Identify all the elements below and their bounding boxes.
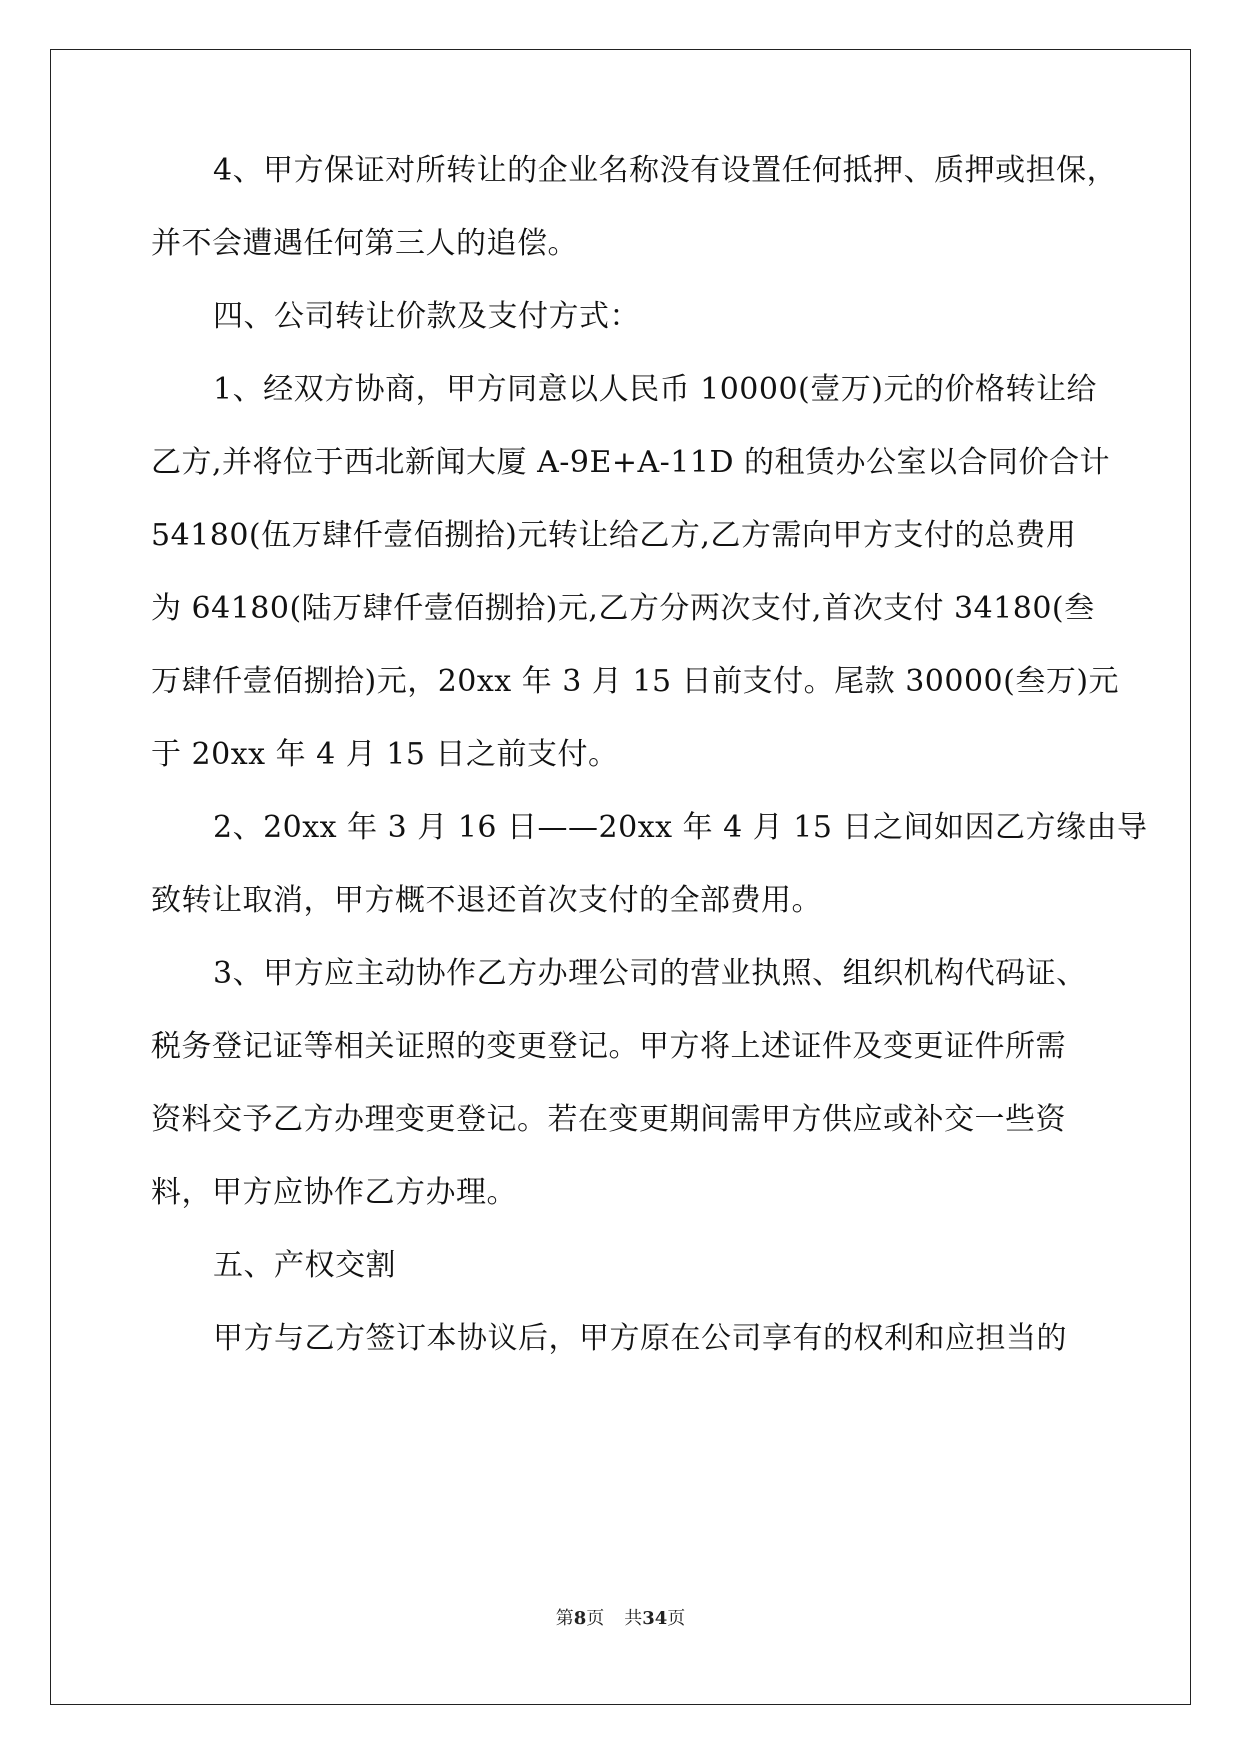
paragraph-line: 资料交予乙方办理变更登记。若在变更期间需甲方供应或补交一些资 — [151, 1102, 1066, 1137]
paragraph-line: 于 20xx 年 4 月 15 日之前支付。 — [151, 737, 619, 772]
paragraph-line: 万肆仟壹佰捌拾)元，20xx 年 3 月 15 日前支付。尾款 30000(叁万)元 — [151, 664, 1120, 699]
paragraph-line: 2、20xx 年 3 月 16 日——20xx 年 4 月 15 日之间如因乙方缘由导 — [213, 810, 1148, 845]
paragraph-line: 料，甲方应协作乙方办理。 — [151, 1175, 517, 1210]
total-suffix: 页 — [667, 1608, 686, 1629]
paragraph-line: 54180(伍万肆仟壹佰捌拾)元转让给乙方,乙方需向甲方支付的总费用 — [151, 518, 1077, 553]
page-number: 8 — [573, 1608, 587, 1629]
paragraph-line: 为 64180(陆万肆仟壹佰捌拾)元,乙方分两次支付,首次支付 34180(叁 — [151, 591, 1095, 626]
paragraph-line: 4、甲方保证对所转让的企业名称没有设置任何抵押、质押或担保， — [213, 153, 1118, 188]
paragraph-line: 致转让取消，甲方概不退还首次支付的全部费用。 — [151, 883, 822, 918]
page-footer — [0, 1607, 1241, 1631]
section-heading: 五、产权交割 — [213, 1248, 396, 1283]
total-pages: 34 — [642, 1608, 668, 1629]
paragraph-line: 甲方与乙方签订本协议后，甲方原在公司享有的权利和应担当的 — [213, 1321, 1067, 1356]
page-suffix: 页 — [586, 1608, 605, 1629]
section-heading: 四、公司转让价款及支付方式： — [213, 299, 640, 334]
page-prefix: 第 — [555, 1608, 574, 1629]
paragraph-line: 税务登记证等相关证照的变更登记。甲方将上述证件及变更证件所需 — [151, 1029, 1066, 1064]
paragraph-line: 1、经双方协商，甲方同意以人民币 10000(壹万)元的价格转让给 — [213, 372, 1097, 407]
paragraph-line: 3、甲方应主动协作乙方办理公司的营业执照、组织机构代码证、 — [213, 956, 1087, 991]
paragraph-line: 并不会遭遇任何第三人的追偿。 — [151, 226, 578, 261]
paragraph-line: 乙方,并将位于西北新闻大厦 A-9E+A-11D 的租赁办公室以合同价合计 — [151, 445, 1111, 480]
total-prefix: 共 — [624, 1608, 643, 1629]
